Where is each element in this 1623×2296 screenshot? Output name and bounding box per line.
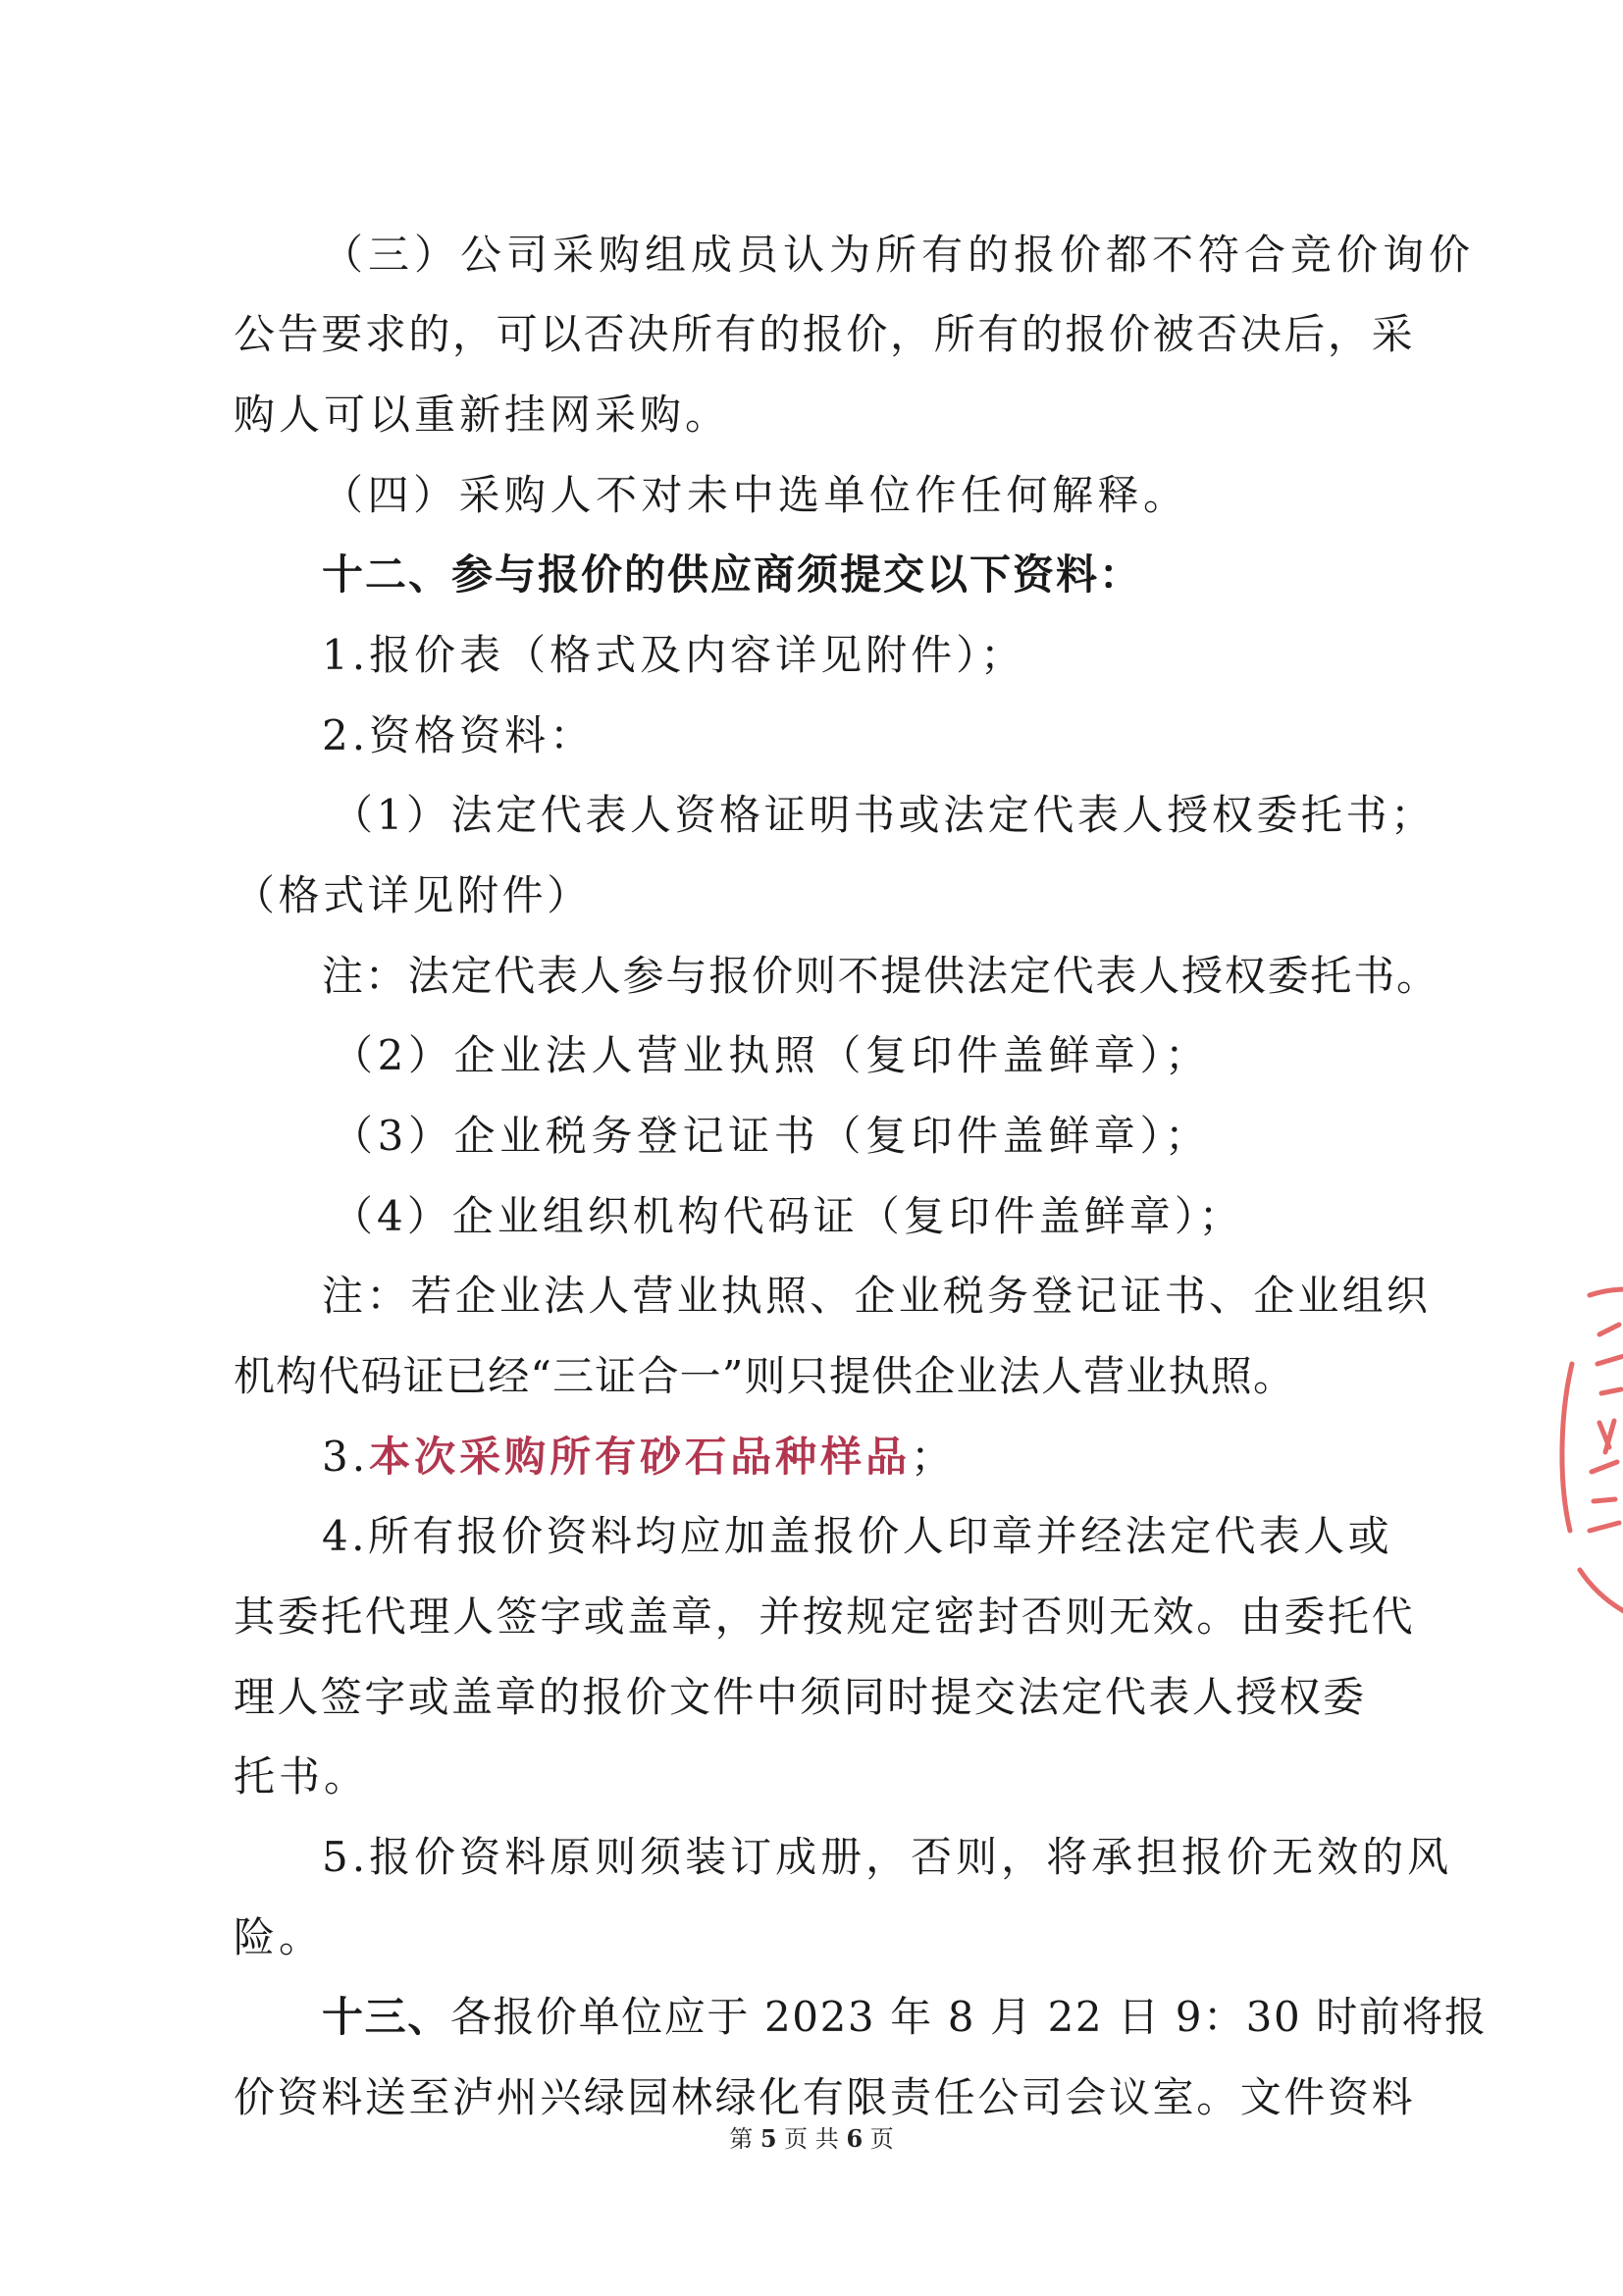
- footer-text: 第: [729, 2125, 760, 2153]
- punctuation: ；: [911, 1433, 957, 1481]
- total-pages: 6: [846, 2124, 864, 2153]
- paragraph-line: （1）法定代表人资格证明书或法定代表人授权委托书；: [332, 791, 1436, 839]
- paragraph-line: [322, 1990, 1488, 2045]
- paragraph-line: 理人签字或盖章的报价文件中须同时提交法定代表人授权委: [234, 1673, 1367, 1721]
- paragraph-line: 4.所有报价资料均应加盖报价人印章并经法定代表人或: [322, 1512, 1393, 1560]
- paragraph-line: （三）公司采购组成员认为所有的报价都不符合竞价询价: [322, 231, 1476, 279]
- note-line: 注：若企业法人营业执照、企业税务登记证书、企业组织: [322, 1272, 1432, 1320]
- paragraph-line: 价资料送至泸州兴绿园林绿化有限责任公司会议室。文件资料: [234, 2073, 1416, 2121]
- note-line: 注：法定代表人参与报价则不提供法定代表人授权委托书。: [322, 952, 1440, 1000]
- paragraph-line: 购人可以重新挂网采购。: [234, 391, 731, 439]
- footer-text: 页: [863, 2125, 894, 2153]
- paragraph-line: （4）企业组织机构代码证（复印件盖鲜章）；: [332, 1192, 1244, 1240]
- item-number: 3.: [322, 1433, 370, 1481]
- highlighted-text: 本次采购所有砂石品种样品: [369, 1433, 912, 1481]
- paragraph-line: 公告要求的，可以否决所有的报价，所有的报价被否决后，采: [234, 310, 1416, 358]
- paragraph-line: 机构代码证已经“三证合一”则只提供企业法人营业执照。: [234, 1352, 1296, 1400]
- paragraph-line: （格式详见附件）: [234, 871, 592, 919]
- paragraph-line: （2）企业法人营业执照（复印件盖鲜章）；: [332, 1031, 1211, 1079]
- paragraph-line: 1.报价表（格式及内容详见附件）；: [322, 631, 1026, 679]
- red-seal-stamp: [1550, 1276, 1623, 1648]
- page-number: 5: [759, 2124, 777, 2153]
- footer-text: 页 共: [776, 2125, 847, 2153]
- section-heading-13: 十三、: [322, 1993, 450, 2041]
- paragraph-line: 托书。: [234, 1752, 370, 1800]
- paragraph-line: [322, 1430, 956, 1485]
- section-heading-12: 十二、参与报价的供应商须提交以下资料：: [322, 550, 1143, 599]
- paragraph-line: 2.资格资料：: [322, 711, 596, 759]
- paragraph-line: 险。: [234, 1913, 325, 1961]
- paragraph-line: （3）企业税务登记证书（复印件盖鲜章）；: [332, 1112, 1211, 1160]
- paragraph-text: 各报价单位应于 2023 年 8 月 22 日 9：30 时前将报: [449, 1993, 1488, 2041]
- paragraph-line: （四）采购人不对未中选单位作任何解释。: [322, 471, 1189, 519]
- page-footer: [0, 2119, 1623, 2154]
- paragraph-line: 其委托代理人签字或盖章，并按规定密封否则无效。由委托代: [234, 1592, 1416, 1641]
- paragraph-line: 5.报价资料原则须装订成册，否则，将承担报价无效的风: [322, 1833, 1453, 1881]
